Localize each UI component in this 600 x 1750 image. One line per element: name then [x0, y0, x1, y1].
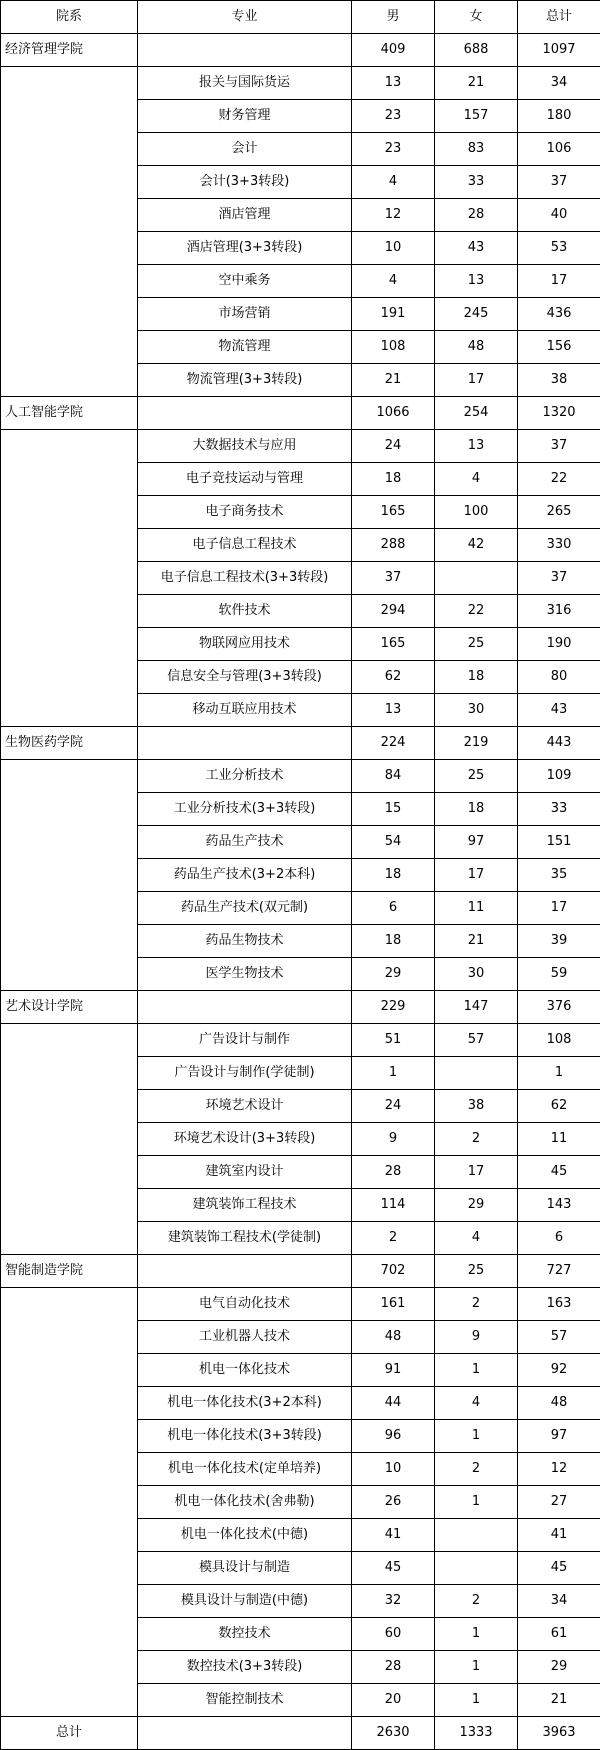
major-male: 18 — [352, 859, 435, 892]
major-total: 109 — [518, 760, 600, 793]
major-name: 电气自动化技术 — [138, 1288, 352, 1321]
major-male: 62 — [352, 661, 435, 694]
major-female: 28 — [435, 199, 518, 232]
college-span-blank — [1, 1024, 138, 1255]
header-male: 男 — [352, 1, 435, 34]
major-female: 21 — [435, 925, 518, 958]
major-male: 45 — [352, 1552, 435, 1585]
major-female — [435, 1552, 518, 1585]
header-total: 总计 — [518, 1, 600, 34]
major-name: 电子信息工程技术(3+3转段) — [138, 562, 352, 595]
major-female: 1 — [435, 1618, 518, 1651]
major-male: 165 — [352, 496, 435, 529]
college-span-blank — [1, 67, 138, 397]
college-major-empty — [138, 397, 352, 430]
major-male: 28 — [352, 1651, 435, 1684]
major-total: 35 — [518, 859, 600, 892]
college-name: 经济管理学院 — [1, 34, 138, 67]
major-total: 62 — [518, 1090, 600, 1123]
major-female: 13 — [435, 430, 518, 463]
major-name: 酒店管理(3+3转段) — [138, 232, 352, 265]
college-major-empty — [138, 727, 352, 760]
major-total: 53 — [518, 232, 600, 265]
major-female — [435, 1057, 518, 1090]
major-male: 24 — [352, 430, 435, 463]
major-total: 180 — [518, 100, 600, 133]
major-name: 机电一体化技术(舍弗勒) — [138, 1486, 352, 1519]
major-female: 97 — [435, 826, 518, 859]
major-total: 163 — [518, 1288, 600, 1321]
major-total: 17 — [518, 892, 600, 925]
major-male: 48 — [352, 1321, 435, 1354]
major-name: 大数据技术与应用 — [138, 430, 352, 463]
major-total: 80 — [518, 661, 600, 694]
major-name: 工业机器人技术 — [138, 1321, 352, 1354]
major-female: 1 — [435, 1354, 518, 1387]
major-name: 机电一体化技术(3+2本科) — [138, 1387, 352, 1420]
college-total: 376 — [518, 991, 600, 1024]
major-male: 29 — [352, 958, 435, 991]
major-total: 17 — [518, 265, 600, 298]
major-female: 57 — [435, 1024, 518, 1057]
major-male: 18 — [352, 925, 435, 958]
major-female: 21 — [435, 67, 518, 100]
major-total: 190 — [518, 628, 600, 661]
major-total: 92 — [518, 1354, 600, 1387]
college-row — [1, 1255, 600, 1288]
major-name: 电子信息工程技术 — [138, 529, 352, 562]
college-male: 229 — [352, 991, 435, 1024]
major-total: 37 — [518, 430, 600, 463]
major-male: 21 — [352, 364, 435, 397]
major-row — [1, 1288, 600, 1321]
college-female: 25 — [435, 1255, 518, 1288]
major-male: 32 — [352, 1585, 435, 1618]
major-male: 51 — [352, 1024, 435, 1057]
grand-total-label: 总计 — [1, 1717, 138, 1750]
major-name: 机电一体化技术(3+3转段) — [138, 1420, 352, 1453]
college-major-empty — [138, 991, 352, 1024]
major-female: 18 — [435, 661, 518, 694]
major-name: 智能控制技术 — [138, 1684, 352, 1717]
major-male: 294 — [352, 595, 435, 628]
grand-total-row — [1, 1717, 600, 1750]
major-female: 2 — [435, 1288, 518, 1321]
major-male: 4 — [352, 166, 435, 199]
college-row — [1, 991, 600, 1024]
major-female: 1 — [435, 1420, 518, 1453]
major-name: 模具设计与制造 — [138, 1552, 352, 1585]
major-name: 广告设计与制作(学徒制) — [138, 1057, 352, 1090]
major-total: 40 — [518, 199, 600, 232]
major-female: 25 — [435, 760, 518, 793]
major-name: 移动互联应用技术 — [138, 694, 352, 727]
major-name: 广告设计与制作 — [138, 1024, 352, 1057]
major-total: 59 — [518, 958, 600, 991]
college-major-empty — [138, 1255, 352, 1288]
major-male: 4 — [352, 265, 435, 298]
major-total: 151 — [518, 826, 600, 859]
major-female: 17 — [435, 1156, 518, 1189]
major-female: 33 — [435, 166, 518, 199]
major-name: 模具设计与制造(中德) — [138, 1585, 352, 1618]
major-male: 165 — [352, 628, 435, 661]
college-male: 409 — [352, 34, 435, 67]
major-total: 37 — [518, 562, 600, 595]
major-male: 37 — [352, 562, 435, 595]
major-female: 13 — [435, 265, 518, 298]
major-name: 市场营销 — [138, 298, 352, 331]
major-total: 27 — [518, 1486, 600, 1519]
major-male: 161 — [352, 1288, 435, 1321]
major-name: 信息安全与管理(3+3转段) — [138, 661, 352, 694]
major-female — [435, 562, 518, 595]
major-total: 97 — [518, 1420, 600, 1453]
major-total: 156 — [518, 331, 600, 364]
major-male: 9 — [352, 1123, 435, 1156]
major-female: 25 — [435, 628, 518, 661]
major-total: 43 — [518, 694, 600, 727]
college-total: 1097 — [518, 34, 600, 67]
major-total: 106 — [518, 133, 600, 166]
major-name: 物流管理(3+3转段) — [138, 364, 352, 397]
major-female: 100 — [435, 496, 518, 529]
major-male: 44 — [352, 1387, 435, 1420]
major-name: 机电一体化技术 — [138, 1354, 352, 1387]
major-male: 10 — [352, 1453, 435, 1486]
major-male: 20 — [352, 1684, 435, 1717]
major-name: 药品生产技术(双元制) — [138, 892, 352, 925]
major-name: 会计(3+3转段) — [138, 166, 352, 199]
header-row — [1, 1, 600, 34]
major-female: 157 — [435, 100, 518, 133]
major-total: 48 — [518, 1387, 600, 1420]
major-row — [1, 1024, 600, 1057]
major-male: 15 — [352, 793, 435, 826]
major-female: 29 — [435, 1189, 518, 1222]
header-college: 院系 — [1, 1, 138, 34]
major-total: 21 — [518, 1684, 600, 1717]
major-name: 会计 — [138, 133, 352, 166]
major-female: 17 — [435, 859, 518, 892]
grand-total-female: 1333 — [435, 1717, 518, 1750]
major-female: 42 — [435, 529, 518, 562]
major-male: 13 — [352, 694, 435, 727]
major-total: 11 — [518, 1123, 600, 1156]
major-name: 物联网应用技术 — [138, 628, 352, 661]
major-female: 4 — [435, 1222, 518, 1255]
major-male: 54 — [352, 826, 435, 859]
college-row — [1, 34, 600, 67]
major-total: 38 — [518, 364, 600, 397]
major-female: 48 — [435, 331, 518, 364]
major-name: 药品生产技术(3+2本科) — [138, 859, 352, 892]
major-male: 26 — [352, 1486, 435, 1519]
major-female: 2 — [435, 1123, 518, 1156]
major-female: 17 — [435, 364, 518, 397]
major-male: 28 — [352, 1156, 435, 1189]
major-name: 医学生物技术 — [138, 958, 352, 991]
college-row — [1, 727, 600, 760]
college-row — [1, 397, 600, 430]
major-total: 34 — [518, 1585, 600, 1618]
major-total: 1 — [518, 1057, 600, 1090]
major-name: 机电一体化技术(中德) — [138, 1519, 352, 1552]
college-male: 224 — [352, 727, 435, 760]
major-female: 245 — [435, 298, 518, 331]
major-male: 18 — [352, 463, 435, 496]
major-name: 电子竞技运动与管理 — [138, 463, 352, 496]
college-total: 727 — [518, 1255, 600, 1288]
major-female: 1 — [435, 1684, 518, 1717]
major-name: 软件技术 — [138, 595, 352, 628]
major-name: 数控技术(3+3转段) — [138, 1651, 352, 1684]
major-male: 108 — [352, 331, 435, 364]
major-female: 4 — [435, 463, 518, 496]
major-male: 91 — [352, 1354, 435, 1387]
major-name: 建筑装饰工程技术 — [138, 1189, 352, 1222]
major-male: 23 — [352, 133, 435, 166]
major-male: 41 — [352, 1519, 435, 1552]
major-female: 4 — [435, 1387, 518, 1420]
major-total: 22 — [518, 463, 600, 496]
college-male: 1066 — [352, 397, 435, 430]
major-male: 191 — [352, 298, 435, 331]
major-male: 12 — [352, 199, 435, 232]
major-name: 环境艺术设计 — [138, 1090, 352, 1123]
major-total: 316 — [518, 595, 600, 628]
major-total: 57 — [518, 1321, 600, 1354]
major-name: 环境艺术设计(3+3转段) — [138, 1123, 352, 1156]
college-male: 702 — [352, 1255, 435, 1288]
major-total: 41 — [518, 1519, 600, 1552]
major-male: 6 — [352, 892, 435, 925]
major-female: 43 — [435, 232, 518, 265]
major-total: 330 — [518, 529, 600, 562]
header-female: 女 — [435, 1, 518, 34]
major-male: 84 — [352, 760, 435, 793]
major-total: 143 — [518, 1189, 600, 1222]
major-female: 9 — [435, 1321, 518, 1354]
major-name: 电子商务技术 — [138, 496, 352, 529]
major-total: 108 — [518, 1024, 600, 1057]
major-total: 37 — [518, 166, 600, 199]
major-female: 1 — [435, 1651, 518, 1684]
major-name: 建筑室内设计 — [138, 1156, 352, 1189]
major-total: 12 — [518, 1453, 600, 1486]
major-total: 39 — [518, 925, 600, 958]
major-total: 6 — [518, 1222, 600, 1255]
college-name: 生物医药学院 — [1, 727, 138, 760]
major-female: 18 — [435, 793, 518, 826]
major-female: 30 — [435, 694, 518, 727]
major-name: 工业分析技术(3+3转段) — [138, 793, 352, 826]
major-name: 报关与国际货运 — [138, 67, 352, 100]
college-major-empty — [138, 34, 352, 67]
major-total: 34 — [518, 67, 600, 100]
major-male: 96 — [352, 1420, 435, 1453]
major-name: 药品生产技术 — [138, 826, 352, 859]
college-female: 688 — [435, 34, 518, 67]
grand-total-empty — [138, 1717, 352, 1750]
college-name: 人工智能学院 — [1, 397, 138, 430]
major-male: 1 — [352, 1057, 435, 1090]
college-total: 1320 — [518, 397, 600, 430]
major-female: 11 — [435, 892, 518, 925]
major-female: 2 — [435, 1585, 518, 1618]
major-male: 288 — [352, 529, 435, 562]
college-span-blank — [1, 760, 138, 991]
college-span-blank — [1, 1288, 138, 1717]
major-name: 机电一体化技术(定单培养) — [138, 1453, 352, 1486]
major-total: 436 — [518, 298, 600, 331]
major-total: 61 — [518, 1618, 600, 1651]
major-row — [1, 760, 600, 793]
major-female: 30 — [435, 958, 518, 991]
college-name: 艺术设计学院 — [1, 991, 138, 1024]
major-male: 60 — [352, 1618, 435, 1651]
major-male: 10 — [352, 232, 435, 265]
major-male: 13 — [352, 67, 435, 100]
major-total: 45 — [518, 1156, 600, 1189]
college-name: 智能制造学院 — [1, 1255, 138, 1288]
major-male: 114 — [352, 1189, 435, 1222]
major-total: 33 — [518, 793, 600, 826]
major-female — [435, 1519, 518, 1552]
college-total: 443 — [518, 727, 600, 760]
major-row — [1, 430, 600, 463]
college-female: 254 — [435, 397, 518, 430]
college-female: 219 — [435, 727, 518, 760]
major-row — [1, 67, 600, 100]
major-name: 酒店管理 — [138, 199, 352, 232]
major-name: 财务管理 — [138, 100, 352, 133]
college-female: 147 — [435, 991, 518, 1024]
major-total: 45 — [518, 1552, 600, 1585]
major-total: 265 — [518, 496, 600, 529]
grand-total-total: 3963 — [518, 1717, 600, 1750]
major-female: 83 — [435, 133, 518, 166]
major-female: 2 — [435, 1453, 518, 1486]
major-total: 29 — [518, 1651, 600, 1684]
major-name: 物流管理 — [138, 331, 352, 364]
major-name: 数控技术 — [138, 1618, 352, 1651]
major-female: 38 — [435, 1090, 518, 1123]
major-name: 建筑装饰工程技术(学徒制) — [138, 1222, 352, 1255]
major-female: 1 — [435, 1486, 518, 1519]
table-body — [1, 34, 600, 1717]
major-female: 22 — [435, 595, 518, 628]
college-span-blank — [1, 430, 138, 727]
major-male: 2 — [352, 1222, 435, 1255]
major-name: 工业分析技术 — [138, 760, 352, 793]
major-male: 23 — [352, 100, 435, 133]
grand-total-male: 2630 — [352, 1717, 435, 1750]
header-major: 专业 — [138, 1, 352, 34]
major-male: 24 — [352, 1090, 435, 1123]
major-name: 药品生物技术 — [138, 925, 352, 958]
major-name: 空中乘务 — [138, 265, 352, 298]
